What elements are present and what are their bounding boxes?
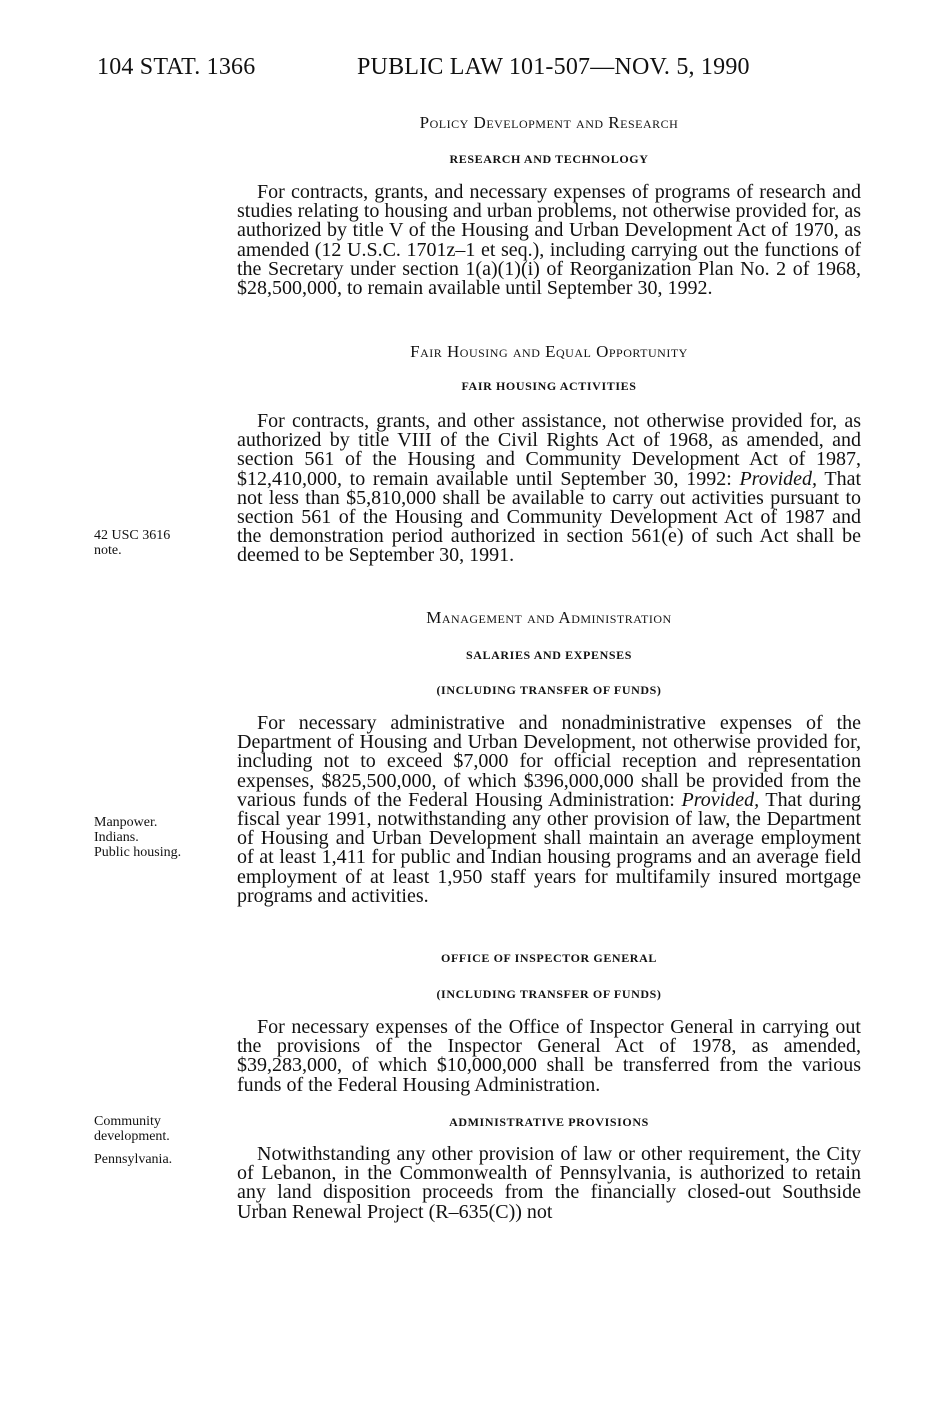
margin-note-manpower: Manpower. <box>94 815 158 830</box>
section-heading-policy: Policy Development and Research <box>419 113 679 132</box>
public-law-title: PUBLIC LAW 101-507—NOV. 5, 1990 <box>357 54 750 80</box>
provided-italic: Provided, <box>681 788 760 811</box>
salaries-text-1: For necessary administrative and nonadministrative expenses of the Department of Housing and Urban Development, not otherwise provided for, including not to exceed $7,000 for official reception and representation expenses, $825,500,000, of which $396,000,000 shall be provided from the various funds of the Federal Housing Administration: <box>237 712 861 811</box>
margin-note-community-line1: Community <box>94 1114 161 1129</box>
subheading-administrative-provisions: ADMINISTRATIVE PROVISIONS <box>449 1115 649 1129</box>
subheading-salaries: SALARIES AND EXPENSES <box>466 648 632 662</box>
paragraph-administrative-provisions: Notwithstanding any other provision of law or other requirement, the City of Lebanon, in the Commonwealth of Pennsylvania, is authorized to retain any land disposition proceeds from the financially closed-out Southside Urban Renewal Project (R–635(C)) not <box>237 1143 861 1223</box>
subheading-fair-housing-activities: FAIR HOUSING ACTIVITIES <box>461 379 637 393</box>
salaries-text-2: That during fiscal year 1991, notwithstanding any other provision of law, the Department of Housing and Urban Development shall maintain an average employment of at least 1,411 for public and Indian housing programs and an average field employment of at least 1,950 staff years for multifamily insured mortgage programs and activities. <box>237 788 861 907</box>
subheading-inspector-general: OFFICE OF INSPECTOR GENERAL <box>441 951 657 965</box>
paragraph-inspector-general: For necessary expenses of the Office of Inspector General in carrying out the provisions of the Inspector General Act of 1978, as amended, $39,283,000, of which $10,000,000 shall be transferred from the various funds of the Federal Housing Administration. <box>237 1016 861 1096</box>
fair-housing-text-2: That not less than $5,810,000 shall be available to carry out activities pursuant to section 561 of the Housing and Community Development Act of 1987 and the demonstration period authorized in section 561(e) of such Act shall be deemed to be September 30, 1991. <box>237 467 861 567</box>
margin-note-usc-line1: 42 USC 3616 <box>94 528 171 543</box>
paragraph-fair-housing <box>237 412 861 566</box>
margin-note-usc <box>94 528 170 558</box>
margin-note-public-housing: Public housing. <box>94 845 182 860</box>
subheading-transfer-funds-1: (INCLUDING TRANSFER OF FUNDS) <box>436 683 662 697</box>
margin-note-salaries <box>94 815 181 860</box>
statute-page-number: 104 STAT. 1366 <box>97 54 256 80</box>
section-heading-fair-housing: Fair Housing and Equal Opportunity <box>410 342 688 361</box>
paragraph-research: For contracts, grants, and necessary expenses of programs of research and studies relating to housing and urban problems, not otherwise provided for, as authorized by title V of the Housing and Urban Development Act of 1970, as amended (12 U.S.C. 1701z–1 et seq.), including carrying out the functions of the Secretary under section 1(a)(1)(i) of Reorganization Plan No. 2 of 1968, $28,500,000, to remain available until September 30, 1992. <box>237 181 861 300</box>
provided-italic: Provided, <box>739 467 818 490</box>
paragraph-salaries <box>237 714 861 906</box>
margin-note-indians: Indians. <box>94 830 139 845</box>
margin-note-usc-line2: note. <box>94 543 122 558</box>
section-heading-management: Management and Administration <box>426 608 672 627</box>
margin-note-community <box>94 1114 170 1144</box>
page-header <box>97 54 857 90</box>
margin-note-community-line2: development. <box>94 1129 170 1144</box>
subheading-transfer-funds-2: (INCLUDING TRANSFER OF FUNDS) <box>436 987 662 1001</box>
subheading-research: RESEARCH AND TECHNOLOGY <box>449 152 649 166</box>
margin-note-pennsylvania: Pennsylvania. <box>94 1152 173 1167</box>
fair-housing-text-1: For contracts, grants, and other assistance, not otherwise provided for, as authorized by title VIII of the Civil Rights Act of 1968, as amended, and section 561 of the Housing and Community Development Act of 1987, $12,410,000, to remain available until September 30, 1992: <box>237 410 861 490</box>
